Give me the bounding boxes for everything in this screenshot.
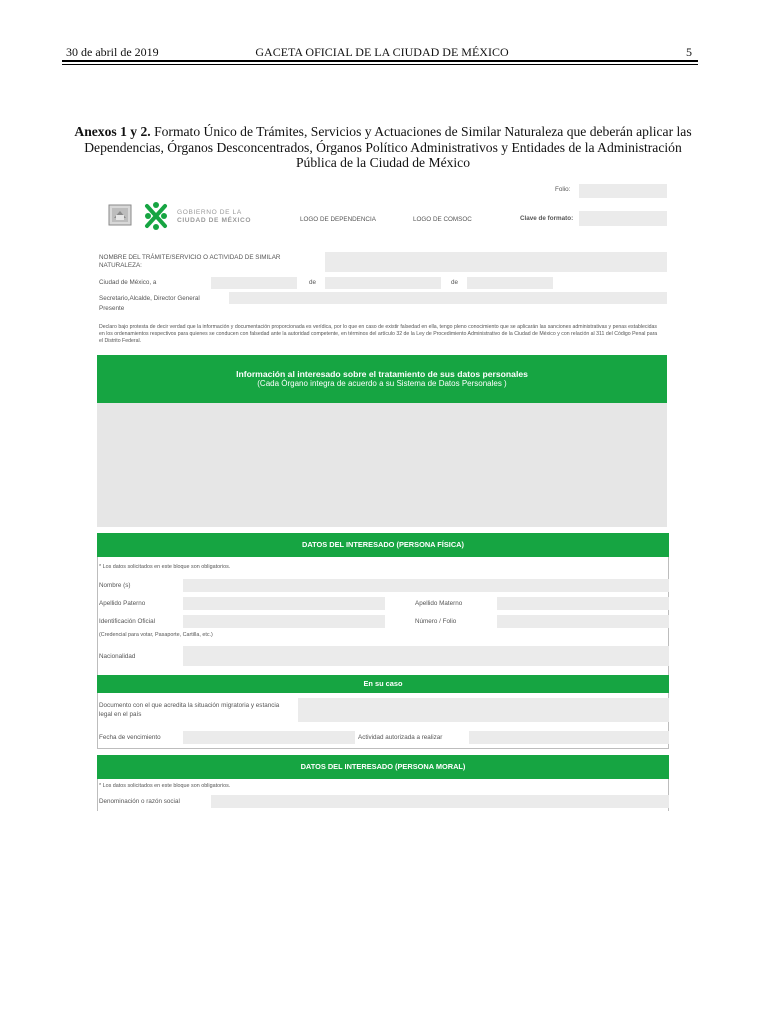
info-content-area bbox=[97, 403, 667, 527]
header-date: 30 de abril de 2019 bbox=[66, 45, 159, 59]
title-bold: Anexos 1 y 2. bbox=[74, 124, 151, 139]
cdmx-logo-icon bbox=[141, 200, 171, 232]
declaracion-text: Declaro bajo protesta de decir verdad que la información y documentación proporcionada es verídica, por lo que en caso de existir falsedad en ella, tengo pleno conocimiento que se aplicarán las sanciones administrativas y penas establecidas en los ordenamientos respectivos para quienes se conducen con falsedad ante la autoridad competente, en términos del artículo 32 de la Ley de Procedimiento Administrativo de la Ciudad de México y con relación al 311 del Código Penal para el Distrito Federal. bbox=[99, 324, 658, 344]
form-figure bbox=[97, 182, 669, 810]
header-rule-thin bbox=[62, 64, 698, 65]
fecha-anio-field bbox=[467, 277, 553, 289]
info-header bbox=[97, 355, 667, 403]
identificacion-label: Identificación Oficial bbox=[99, 618, 155, 625]
coat-of-arms-icon bbox=[107, 202, 133, 228]
obligatorios-note-2: * Los datos solicitados en este bloque son obligatorios. bbox=[99, 783, 231, 789]
logo-dependencia-label: LOGO DE DEPENDENCIA bbox=[300, 216, 376, 223]
fecha-dia-field bbox=[211, 277, 297, 289]
fecha-vencimiento-field bbox=[183, 731, 355, 744]
secretario-label: Secretario,Alcalde, Director General bbox=[99, 295, 200, 302]
denominacion-label: Denominación o razón social bbox=[99, 798, 180, 805]
cdmx-logo-line2: CIUDAD DE MÉXICO bbox=[177, 217, 252, 224]
fecha-mes-field bbox=[325, 277, 441, 289]
presente-label: Presente bbox=[99, 305, 125, 312]
de-label-2: de bbox=[451, 279, 459, 286]
clave-formato-field bbox=[579, 211, 667, 226]
secretario-field bbox=[229, 292, 667, 304]
folio-label: Folio: bbox=[555, 186, 571, 193]
cdmx-logo-line1: GOBIERNO DE LA bbox=[177, 209, 242, 216]
header-rule-thick bbox=[62, 60, 698, 62]
en-su-caso-header: En su caso bbox=[97, 675, 669, 693]
persona-moral-header: DATOS DEL INTERESADO (PERSONA MORAL) bbox=[97, 755, 669, 779]
folio-field bbox=[579, 184, 667, 198]
nacionalidad-field bbox=[183, 646, 669, 666]
page-header bbox=[66, 45, 698, 59]
title-text: Formato Único de Trámites, Servicios y Actuaciones de Similar Naturaleza que deberán aplicar las Dependencias, Órganos Desconcentrados, Órganos Político Administrativos y Entidades de la Administración Pública de la Ciudad de México bbox=[84, 124, 692, 170]
fecha-vencimiento-label: Fecha de vencimiento bbox=[99, 734, 161, 741]
identificacion-field bbox=[183, 615, 385, 628]
actividad-autorizada-label: Actividad autorizada a realizar bbox=[358, 734, 443, 741]
page-number: 5 bbox=[686, 45, 692, 59]
clave-formato-label: Clave de formato: bbox=[520, 215, 574, 222]
info-title: Información al interesado sobre el tratamiento de sus datos personales bbox=[236, 369, 528, 379]
document-title bbox=[64, 124, 702, 171]
cdmx-logo-text bbox=[177, 209, 251, 225]
info-subtitle: (Cada Órgano integra de acuerdo a su Sistema de Datos Personales ) bbox=[257, 379, 507, 388]
documento-label: Documento con el que acredita la situación migratoria y estancia legal en el país bbox=[99, 702, 280, 718]
actividad-autorizada-field bbox=[469, 731, 669, 744]
apellido-paterno-label: Apellido Paterno bbox=[99, 600, 146, 607]
apellido-materno-label: Apellido Materno bbox=[415, 600, 463, 607]
header-publication: GACETA OFICIAL DE LA CIUDAD DE MÉXICO bbox=[255, 45, 509, 59]
apellido-materno-field bbox=[497, 597, 669, 610]
ciudad-label: Ciudad de México, a bbox=[99, 279, 157, 286]
nombre-tramite-field bbox=[325, 252, 667, 272]
nombre-field bbox=[183, 579, 669, 592]
nacionalidad-label: Nacionalidad bbox=[99, 653, 136, 660]
nombre-label: Nombre (s) bbox=[99, 582, 131, 589]
denominacion-field bbox=[211, 795, 669, 808]
logo-comsoc-label: LOGO DE COMSOC bbox=[413, 216, 472, 223]
apellido-paterno-field bbox=[183, 597, 385, 610]
obligatorios-note-1: * Los datos solicitados en este bloque son obligatorios. bbox=[99, 564, 231, 570]
credencial-note: (Credencial para votar, Pasaporte, Cartilla, etc.) bbox=[99, 632, 213, 638]
de-label-1: de bbox=[309, 279, 317, 286]
numero-folio-label: Número / Folio bbox=[415, 618, 457, 625]
nombre-tramite-label: NOMBRE DEL TRÁMITE/SERVICIO O ACTIVIDAD DE SIMILAR NATURALEZA: bbox=[99, 254, 281, 269]
persona-fisica-header: DATOS DEL INTERESADO (PERSONA FÍSICA) bbox=[97, 533, 669, 557]
documento-field bbox=[298, 698, 669, 722]
numero-folio-field bbox=[497, 615, 669, 628]
